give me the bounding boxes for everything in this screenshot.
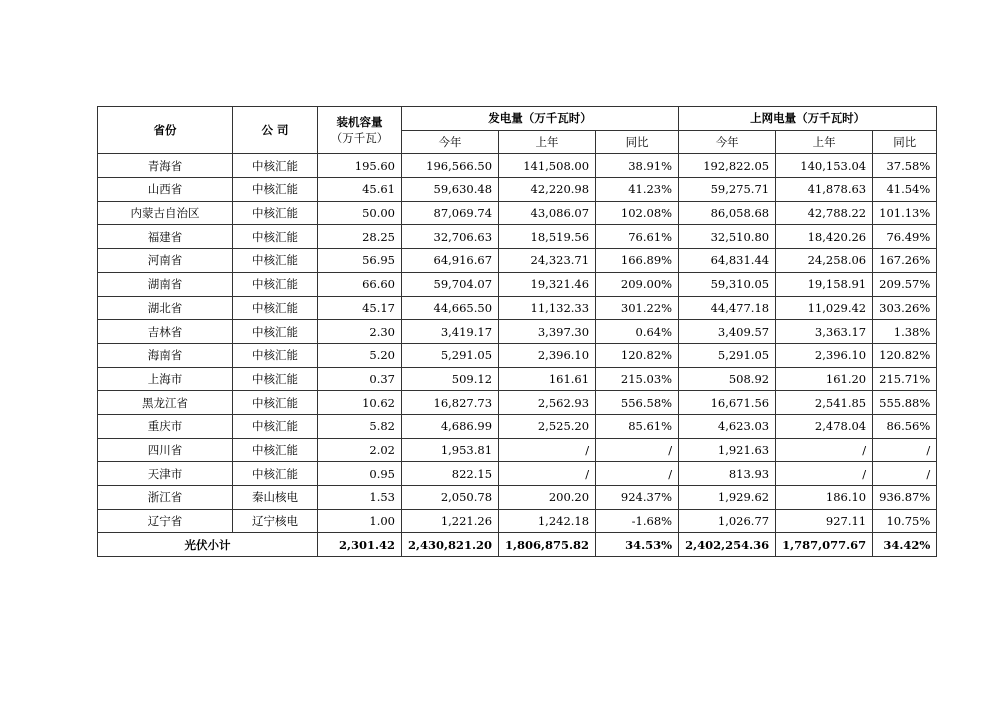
cell-gen-this-year: 822.15 xyxy=(402,462,499,486)
cell-grid-this-year: 64,831.44 xyxy=(679,249,776,273)
cell-gen-yoy: 102.08% xyxy=(596,201,679,225)
cell-province: 重庆市 xyxy=(98,414,233,438)
table-row xyxy=(98,178,937,202)
cell-grid-last-year: 3,363.17 xyxy=(776,320,873,344)
cell-capacity: 5.20 xyxy=(318,343,402,367)
cell-gen-last-year: 43,086.07 xyxy=(499,201,596,225)
cell-grid-yoy: 120.82% xyxy=(873,343,937,367)
cell-grid-this-year: 59,310.05 xyxy=(679,272,776,296)
cell-company: 中核汇能 xyxy=(233,225,318,249)
cell-gen-this-year: 3,419.17 xyxy=(402,320,499,344)
header-capacity-line1: 装机容量 xyxy=(336,115,383,130)
cell-gen-last-year: 19,321.46 xyxy=(499,272,596,296)
cell-gen-last-year: 200.20 xyxy=(499,486,596,510)
total-capacity: 2,301.42 xyxy=(318,533,402,557)
cell-gen-this-year: 1,221.26 xyxy=(402,509,499,533)
cell-gen-this-year: 32,706.63 xyxy=(402,225,499,249)
table-row xyxy=(98,486,937,510)
cell-gen-yoy: 85.61% xyxy=(596,414,679,438)
cell-gen-yoy: 301.22% xyxy=(596,296,679,320)
cell-province: 内蒙古自治区 xyxy=(98,201,233,225)
cell-province: 上海市 xyxy=(98,367,233,391)
cell-gen-last-year: 42,220.98 xyxy=(499,178,596,202)
table-row xyxy=(98,296,937,320)
cell-gen-yoy: / xyxy=(596,438,679,462)
cell-capacity: 66.60 xyxy=(318,272,402,296)
cell-grid-this-year: 32,510.80 xyxy=(679,225,776,249)
cell-gen-last-year: 18,519.56 xyxy=(499,225,596,249)
header-capacity-line2: （万千瓦） xyxy=(330,131,389,146)
cell-capacity: 0.37 xyxy=(318,367,402,391)
cell-capacity: 50.00 xyxy=(318,201,402,225)
cell-grid-last-year: 19,158.91 xyxy=(776,272,873,296)
cell-grid-yoy: 101.13% xyxy=(873,201,937,225)
cell-gen-yoy: 0.64% xyxy=(596,320,679,344)
cell-province: 四川省 xyxy=(98,438,233,462)
table-row xyxy=(98,154,937,178)
header-grid-this-year: 今年 xyxy=(679,130,776,154)
header-grid: 上网电量（万千瓦时） xyxy=(679,107,937,131)
total-label: 光伏小计 xyxy=(98,533,318,557)
cell-company: 中核汇能 xyxy=(233,414,318,438)
table-row xyxy=(98,414,937,438)
cell-gen-last-year: 11,132.33 xyxy=(499,296,596,320)
cell-gen-this-year: 2,050.78 xyxy=(402,486,499,510)
cell-gen-this-year: 59,630.48 xyxy=(402,178,499,202)
table-row xyxy=(98,438,937,462)
cell-grid-yoy: 215.71% xyxy=(873,367,937,391)
cell-grid-yoy: 209.57% xyxy=(873,272,937,296)
cell-grid-last-year: 186.10 xyxy=(776,486,873,510)
cell-grid-this-year: 192,822.05 xyxy=(679,154,776,178)
cell-grid-last-year: 42,788.22 xyxy=(776,201,873,225)
cell-capacity: 28.25 xyxy=(318,225,402,249)
cell-company: 中核汇能 xyxy=(233,438,318,462)
cell-gen-this-year: 16,827.73 xyxy=(402,391,499,415)
cell-grid-this-year: 1,929.62 xyxy=(679,486,776,510)
total-grid-this: 2,402,254.36 xyxy=(679,533,776,557)
cell-capacity: 1.53 xyxy=(318,486,402,510)
cell-company: 中核汇能 xyxy=(233,462,318,486)
cell-gen-yoy: -1.68% xyxy=(596,509,679,533)
cell-grid-yoy: / xyxy=(873,462,937,486)
total-grid-last: 1,787,077.67 xyxy=(776,533,873,557)
table-row xyxy=(98,391,937,415)
cell-capacity: 1.00 xyxy=(318,509,402,533)
cell-province: 浙江省 xyxy=(98,486,233,510)
cell-province: 黑龙江省 xyxy=(98,391,233,415)
cell-gen-last-year: 141,508.00 xyxy=(499,154,596,178)
photovoltaic-generation-table xyxy=(97,106,937,557)
cell-grid-last-year: 161.20 xyxy=(776,367,873,391)
cell-grid-yoy: 167.26% xyxy=(873,249,937,273)
total-gen-this: 2,430,821.20 xyxy=(402,533,499,557)
cell-grid-yoy: 10.75% xyxy=(873,509,937,533)
total-grid-yoy: 34.42% xyxy=(873,533,937,557)
cell-capacity: 45.61 xyxy=(318,178,402,202)
cell-capacity: 45.17 xyxy=(318,296,402,320)
cell-gen-yoy: 209.00% xyxy=(596,272,679,296)
cell-company: 中核汇能 xyxy=(233,249,318,273)
cell-grid-last-year: 11,029.42 xyxy=(776,296,873,320)
cell-province: 辽宁省 xyxy=(98,509,233,533)
cell-province: 青海省 xyxy=(98,154,233,178)
cell-grid-last-year: / xyxy=(776,438,873,462)
cell-gen-this-year: 1,953.81 xyxy=(402,438,499,462)
cell-gen-last-year: 3,397.30 xyxy=(499,320,596,344)
cell-gen-last-year: 2,562.93 xyxy=(499,391,596,415)
header-gen-yoy: 同比 xyxy=(596,130,679,154)
cell-gen-last-year: 1,242.18 xyxy=(499,509,596,533)
cell-gen-last-year: 161.61 xyxy=(499,367,596,391)
cell-province: 海南省 xyxy=(98,343,233,367)
cell-gen-yoy: 41.23% xyxy=(596,178,679,202)
cell-company: 中核汇能 xyxy=(233,201,318,225)
cell-grid-this-year: 1,026.77 xyxy=(679,509,776,533)
header-capacity xyxy=(318,107,402,154)
cell-province: 吉林省 xyxy=(98,320,233,344)
cell-capacity: 5.82 xyxy=(318,414,402,438)
table-body xyxy=(98,154,937,533)
cell-gen-yoy: 556.58% xyxy=(596,391,679,415)
cell-grid-last-year: 140,153.04 xyxy=(776,154,873,178)
cell-grid-this-year: 5,291.05 xyxy=(679,343,776,367)
cell-grid-yoy: 86.56% xyxy=(873,414,937,438)
cell-capacity: 56.95 xyxy=(318,249,402,273)
cell-gen-last-year: 2,396.10 xyxy=(499,343,596,367)
cell-province: 天津市 xyxy=(98,462,233,486)
cell-grid-yoy: 1.38% xyxy=(873,320,937,344)
cell-gen-yoy: 120.82% xyxy=(596,343,679,367)
cell-gen-this-year: 87,069.74 xyxy=(402,201,499,225)
cell-gen-yoy: 166.89% xyxy=(596,249,679,273)
cell-grid-yoy: 41.54% xyxy=(873,178,937,202)
cell-grid-yoy: 303.26% xyxy=(873,296,937,320)
cell-gen-this-year: 44,665.50 xyxy=(402,296,499,320)
table-row xyxy=(98,509,937,533)
total-row xyxy=(98,533,937,557)
table-row xyxy=(98,462,937,486)
cell-gen-last-year: 24,323.71 xyxy=(499,249,596,273)
cell-grid-this-year: 16,671.56 xyxy=(679,391,776,415)
cell-grid-this-year: 1,921.63 xyxy=(679,438,776,462)
table-row xyxy=(98,367,937,391)
cell-capacity: 2.02 xyxy=(318,438,402,462)
cell-grid-this-year: 508.92 xyxy=(679,367,776,391)
cell-company: 中核汇能 xyxy=(233,320,318,344)
cell-grid-this-year: 3,409.57 xyxy=(679,320,776,344)
cell-gen-this-year: 509.12 xyxy=(402,367,499,391)
cell-province: 福建省 xyxy=(98,225,233,249)
table-row xyxy=(98,343,937,367)
cell-company: 辽宁核电 xyxy=(233,509,318,533)
cell-gen-yoy: / xyxy=(596,462,679,486)
table-row xyxy=(98,225,937,249)
cell-grid-last-year: 2,396.10 xyxy=(776,343,873,367)
table-row xyxy=(98,249,937,273)
header-company: 公 司 xyxy=(233,107,318,154)
cell-grid-last-year: 24,258.06 xyxy=(776,249,873,273)
cell-company: 中核汇能 xyxy=(233,343,318,367)
cell-grid-yoy: 555.88% xyxy=(873,391,937,415)
cell-province: 湖北省 xyxy=(98,296,233,320)
cell-grid-last-year: / xyxy=(776,462,873,486)
cell-grid-last-year: 41,878.63 xyxy=(776,178,873,202)
cell-company: 中核汇能 xyxy=(233,178,318,202)
cell-gen-last-year: 2,525.20 xyxy=(499,414,596,438)
cell-company: 中核汇能 xyxy=(233,367,318,391)
table-row xyxy=(98,201,937,225)
cell-gen-this-year: 5,291.05 xyxy=(402,343,499,367)
cell-grid-yoy: 936.87% xyxy=(873,486,937,510)
cell-grid-last-year: 2,541.85 xyxy=(776,391,873,415)
total-gen-last: 1,806,875.82 xyxy=(499,533,596,557)
cell-grid-yoy: 76.49% xyxy=(873,225,937,249)
header-grid-last-year: 上年 xyxy=(776,130,873,154)
cell-grid-last-year: 2,478.04 xyxy=(776,414,873,438)
header-grid-yoy: 同比 xyxy=(873,130,937,154)
cell-gen-this-year: 64,916.67 xyxy=(402,249,499,273)
cell-gen-yoy: 76.61% xyxy=(596,225,679,249)
cell-gen-this-year: 196,566.50 xyxy=(402,154,499,178)
cell-gen-this-year: 4,686.99 xyxy=(402,414,499,438)
cell-gen-yoy: 38.91% xyxy=(596,154,679,178)
cell-company: 中核汇能 xyxy=(233,154,318,178)
cell-province: 河南省 xyxy=(98,249,233,273)
cell-capacity: 195.60 xyxy=(318,154,402,178)
table-row xyxy=(98,272,937,296)
cell-grid-last-year: 18,420.26 xyxy=(776,225,873,249)
cell-grid-this-year: 59,275.71 xyxy=(679,178,776,202)
cell-company: 中核汇能 xyxy=(233,272,318,296)
table-row xyxy=(98,320,937,344)
cell-province: 湖南省 xyxy=(98,272,233,296)
cell-grid-yoy: / xyxy=(873,438,937,462)
cell-grid-this-year: 4,623.03 xyxy=(679,414,776,438)
header-gen-last-year: 上年 xyxy=(499,130,596,154)
cell-gen-yoy: 215.03% xyxy=(596,367,679,391)
cell-grid-this-year: 44,477.18 xyxy=(679,296,776,320)
cell-gen-this-year: 59,704.07 xyxy=(402,272,499,296)
cell-company: 中核汇能 xyxy=(233,296,318,320)
cell-grid-this-year: 813.93 xyxy=(679,462,776,486)
data-table-container xyxy=(97,106,937,557)
cell-grid-yoy: 37.58% xyxy=(873,154,937,178)
cell-capacity: 0.95 xyxy=(318,462,402,486)
cell-company: 中核汇能 xyxy=(233,391,318,415)
cell-gen-yoy: 924.37% xyxy=(596,486,679,510)
cell-capacity: 2.30 xyxy=(318,320,402,344)
cell-province: 山西省 xyxy=(98,178,233,202)
cell-grid-last-year: 927.11 xyxy=(776,509,873,533)
cell-grid-this-year: 86,058.68 xyxy=(679,201,776,225)
cell-capacity: 10.62 xyxy=(318,391,402,415)
cell-gen-last-year: / xyxy=(499,438,596,462)
header-gen-this-year: 今年 xyxy=(402,130,499,154)
header-generation: 发电量（万千瓦时） xyxy=(402,107,679,131)
header-province: 省份 xyxy=(98,107,233,154)
cell-company: 秦山核电 xyxy=(233,486,318,510)
total-gen-yoy: 34.53% xyxy=(596,533,679,557)
cell-gen-last-year: / xyxy=(499,462,596,486)
